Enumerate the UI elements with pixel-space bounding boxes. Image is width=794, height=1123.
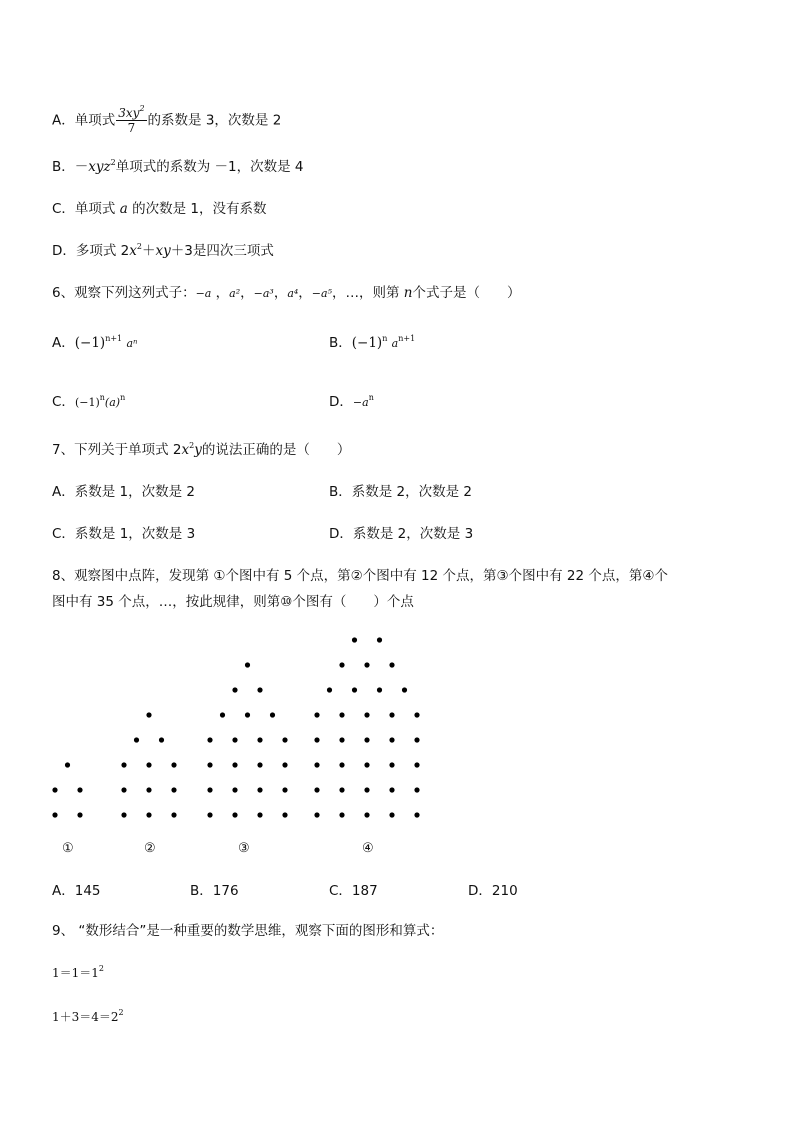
dot [414,762,419,767]
dot [245,662,250,667]
dot [245,712,250,717]
dot [207,737,212,742]
dot [77,812,82,817]
dot [352,637,357,642]
dot [364,737,369,742]
q7-stem: 7、下列关于单项式 $2x^2y$的说法正确的是（ ） [52,441,351,458]
dot-figure-4 [314,620,419,818]
figure-label-4: ④ [362,841,374,856]
dot [232,762,237,767]
q6-stem: 6、观察下列这列式子：−a ，a²，−a³，a⁴，−a⁵，…，则第 n个式子是（ ） [52,285,521,301]
q7-option-b: B．系数是 2，次数是 2 [329,484,473,500]
dot [232,737,237,742]
q8-stem-line1: 8、观察图中点阵，发现第 ①个图中有 5 个点，第②个图中有 12 个点，第③个图中有 22 个点，第④个 [52,568,668,584]
q7-option-a: A．系数是 1，次数是 2 [52,484,195,500]
dot [314,737,319,742]
dot [146,787,151,792]
dot [270,712,275,717]
dot [282,762,287,767]
q9-stem: 9、 “数形结合”是一种重要的数学思维，观察下面的图形和算式： [52,923,444,939]
dot [77,787,82,792]
dot [377,637,382,642]
dot [207,787,212,792]
dot-figure-3 [207,662,287,817]
q5-option-a [52,106,281,135]
dot [389,712,394,717]
dot [314,787,319,792]
dot [207,812,212,817]
dot [364,812,369,817]
dot [339,662,344,667]
q8-stem-line2: 图中有 35 个点，…，按此规律，则第⑩个图有（ ）个点 [52,594,414,610]
option-a-suffix: 的系数是 3，次数是 2 [147,112,282,129]
q9-equation-1: $1=1=1^2$ [52,964,104,980]
figure-label-3: ③ [238,841,250,856]
dot [414,737,419,742]
q6-option-d: D．$-a^n$ [329,393,374,410]
dot [282,787,287,792]
q5-option-b: B．－xyz$^2$单项式的系数为 －1，次数是 4 [52,158,304,175]
dot [146,762,151,767]
dot [171,787,176,792]
dot [364,662,369,667]
q6-option-b: B．$(-1)^n$ $a^{n+1}$ [329,334,416,351]
dot [389,812,394,817]
dot-pattern-figure [0,620,794,830]
dot [414,712,419,717]
q8-option-c: C．187 [329,883,378,899]
dot [389,737,394,742]
dot [282,812,287,817]
dot [339,787,344,792]
dot [339,812,344,817]
dot [232,812,237,817]
dot [65,762,70,767]
dot [146,812,151,817]
dot [402,687,407,692]
option-a-prefix: A．单项式 [52,112,116,129]
dot [257,762,262,767]
q8-option-a: A．145 [52,883,101,899]
q8-option-d: D．210 [468,883,518,899]
dot [52,787,57,792]
dot [364,787,369,792]
dot [171,762,176,767]
dot [121,812,126,817]
dot-figure-2 [121,712,176,817]
dot [389,662,394,667]
dot [52,812,57,817]
dot [339,712,344,717]
dot [171,812,176,817]
dot [377,687,382,692]
dot [414,812,419,817]
figure-label-2: ② [144,841,156,856]
dot [282,737,287,742]
q9-equation-2: $1+3=4=2^2$ [52,1008,124,1024]
dot-figure-1 [52,762,82,817]
figure-label-1: ① [62,841,74,856]
dot [159,737,164,742]
dot [257,787,262,792]
dot [414,787,419,792]
q6-option-c: C．$(-1)^n(a)^n$ [52,393,126,410]
fraction: $\frac{3xy^2}{7}$ [118,104,145,135]
dot [232,787,237,792]
q5-option-c: C．单项式 a 的次数是 1，没有系数 [52,201,267,217]
dot [389,762,394,767]
dot [364,762,369,767]
dot [327,687,332,692]
dot [220,712,225,717]
q7-option-d: D．系数是 2，次数是 3 [329,526,474,542]
q7-option-c: C．系数是 1，次数是 3 [52,526,196,542]
dot [257,812,262,817]
dot [232,687,237,692]
dot [257,687,262,692]
dot [314,762,319,767]
dot [339,737,344,742]
q8-option-b: B．176 [190,883,239,899]
dot [134,737,139,742]
q5-option-d: D．多项式 $2x^2+xy+3$是四次三项式 [52,242,274,259]
dot [389,787,394,792]
dot [352,687,357,692]
dot [121,762,126,767]
dot [257,737,262,742]
q6-option-a: A．$(-1)^{n+1}$ aⁿ [52,334,138,351]
dot [207,762,212,767]
dot [314,712,319,717]
dot [364,712,369,717]
dot [121,787,126,792]
dot [146,712,151,717]
dot [339,762,344,767]
dot [314,812,319,817]
